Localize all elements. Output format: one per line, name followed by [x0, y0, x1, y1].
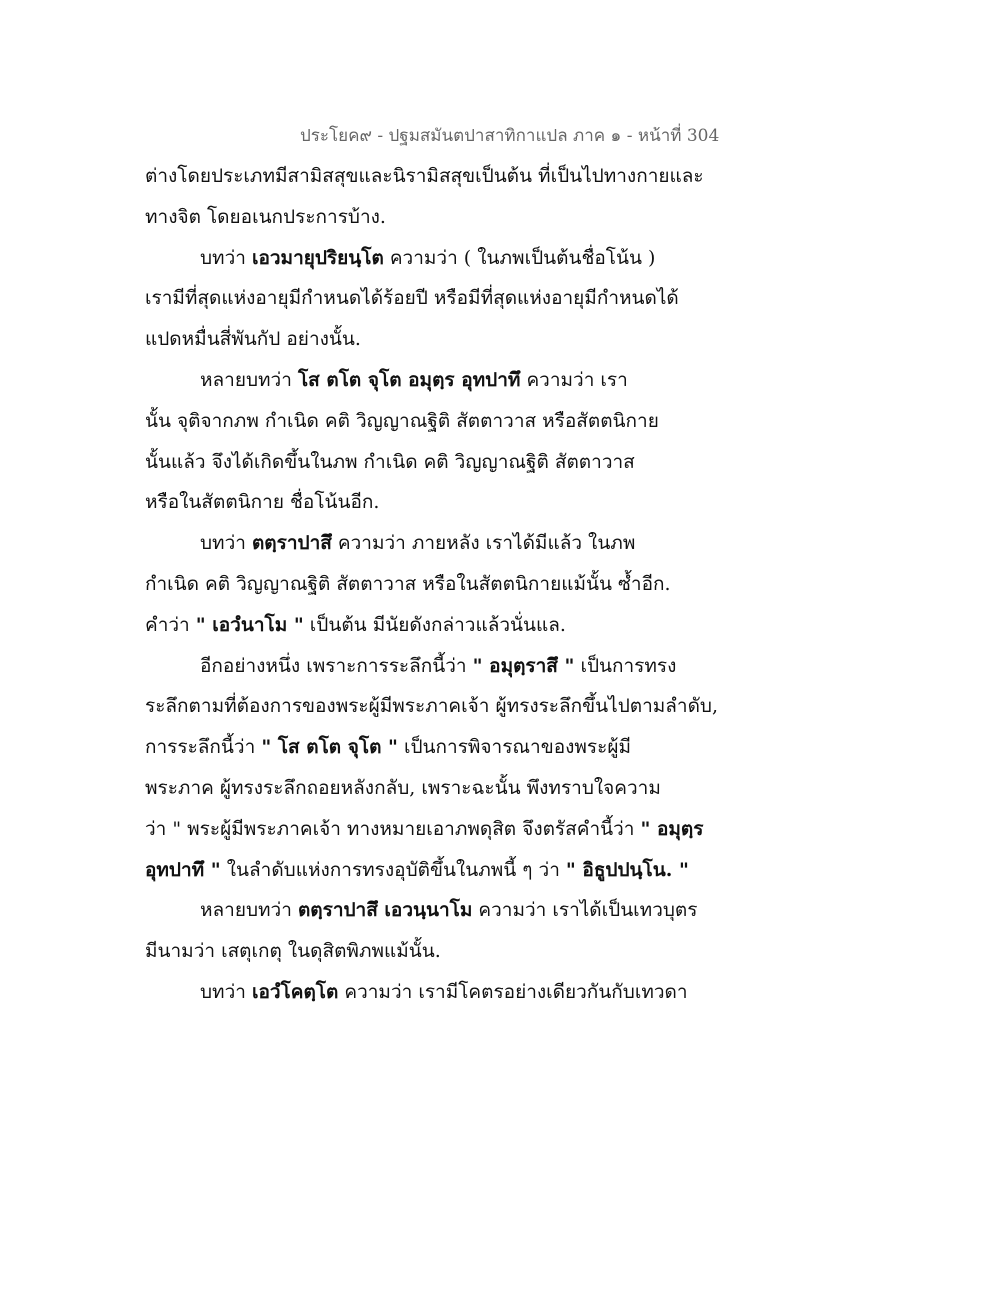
text-run: บทว่า [200, 246, 252, 269]
bold-term: อุทปาทึ " [145, 858, 221, 881]
bold-term: " อิธูปปนฺโน. " [565, 858, 689, 881]
text-run: นั้น จุติจากภพ กำเนิด คติ วิญญาณฐิติ สัตตาวาส หรือสัตตนิกาย [145, 409, 659, 432]
text-run: ระลึกตามที่ต้องการของพระผู้มีพระภาคเจ้า ผู้ทรงระลึกขึ้นไปตามลำดับ, [145, 695, 719, 718]
text-run: แปดหมื่นสี่พันกัป อย่างนั้น. [145, 328, 361, 351]
body-text [145, 156, 719, 1013]
text-run: ทางจิต โดยอเนกประการบ้าง. [145, 205, 386, 228]
text-run: มีนามว่า เสตุเกตุ ในดุสิตพิภพแม้นั้น. [145, 940, 441, 963]
text-line [145, 727, 715, 768]
bold-term: โส ตโต จุโต อมุตฺร อุทปาทึ [297, 368, 521, 391]
text-line [145, 890, 715, 931]
text-line [145, 686, 719, 727]
text-line [145, 931, 715, 972]
text-run: คำว่า [145, 613, 196, 636]
text-line [145, 564, 715, 605]
text-run: หลายบทว่า [200, 368, 298, 391]
text-run: เป็นการทรง [574, 654, 677, 677]
bold-term: เอวมายุปริยนฺโต [251, 246, 384, 269]
text-line [145, 605, 715, 646]
text-run: ว่า " พระผู้มีพระภาคเจ้า ทางหมายเอาภพดุสิต จึงตรัสคำนี้ว่า [145, 817, 641, 840]
bold-term: ตตฺราปาสึ เอวนฺนาโม [297, 899, 473, 922]
text-line [145, 972, 715, 1013]
text-run: เรามีที่สุดแห่งอายุมีกำหนดได้ร้อยปี หรือมีที่สุดแห่งอายุมีกำหนดได้ [145, 287, 679, 310]
text-line [145, 523, 715, 564]
bold-term: เอวํโคตฺโต [251, 980, 339, 1003]
text-line [145, 768, 715, 809]
text-run: อีกอย่างหนึ่ง เพราะการระลึกนี้ว่า [200, 654, 473, 677]
text-run: กำเนิด คติ วิญญาณฐิติ สัตตาวาส หรือในสัตตนิกายแม้นั้น ซ้ำอีก. [145, 572, 671, 595]
text-run: เป็นการพิจารณาของพระผู้มี [397, 736, 631, 759]
page-header: ประโยค๙ - ปฐมสมันตปาสาทิกาแปล ภาค ๑ - หน้าที่ 304 [300, 126, 720, 146]
bold-term: " โส ตโต จุโต " [261, 736, 398, 759]
text-line [145, 156, 715, 197]
text-line [145, 197, 715, 238]
text-run: เป็นต้น มีนัยดังกล่าวแล้วนั่นแล. [303, 613, 566, 636]
text-run: บทว่า [200, 980, 252, 1003]
text-run: พระภาค ผู้ทรงระลึกถอยหลังกลับ, เพราะฉะนั้น พึงทราบใจความ [145, 776, 661, 799]
text-line [145, 238, 715, 279]
text-line [145, 278, 715, 319]
text-line [145, 401, 715, 442]
bold-term: " เอวํนาโม " [195, 613, 304, 636]
text-run: การระลึกนี้ว่า [145, 736, 262, 759]
text-run: หรือในสัตตนิกาย ชื่อโน้นอีก. [145, 491, 380, 514]
text-line [145, 319, 715, 360]
text-line [145, 482, 715, 523]
text-run: นั้นแล้ว จึงได้เกิดขึ้นในภพ กำเนิด คติ วิญญาณฐิติ สัตตาวาส [145, 450, 635, 473]
text-line [145, 442, 715, 483]
text-line [145, 809, 715, 850]
text-line [145, 646, 715, 687]
text-run: ความว่า เรามีโคตรอย่างเดียวกันกับเทวดา [338, 980, 688, 1003]
text-run: ความว่า เราได้เป็นเทวบุตร [472, 899, 698, 922]
text-run: ความว่า ( ในภพเป็นต้นชื่อโน้น ) [383, 246, 656, 269]
bold-term: " อมุตฺร [640, 817, 704, 840]
bold-term: " อมุตฺราสึ " [472, 654, 575, 677]
bold-term: ตตฺราปาสึ [251, 532, 332, 555]
text-run: บทว่า [200, 532, 252, 555]
text-run: ความว่า เรา [520, 368, 628, 391]
text-line [145, 360, 715, 401]
text-run: หลายบทว่า [200, 899, 298, 922]
text-run: ในลำดับแห่งการทรงอุบัติขึ้นในภพนี้ ๆ ว่า [220, 858, 566, 881]
text-line [145, 850, 715, 891]
text-run: ความว่า ภายหลัง เราได้มีแล้ว ในภพ [331, 532, 636, 555]
text-run: ต่างโดยประเภทมีสามิสสุขและนิรามิสสุขเป็นต้น ที่เป็นไปทางกายและ [145, 165, 704, 187]
